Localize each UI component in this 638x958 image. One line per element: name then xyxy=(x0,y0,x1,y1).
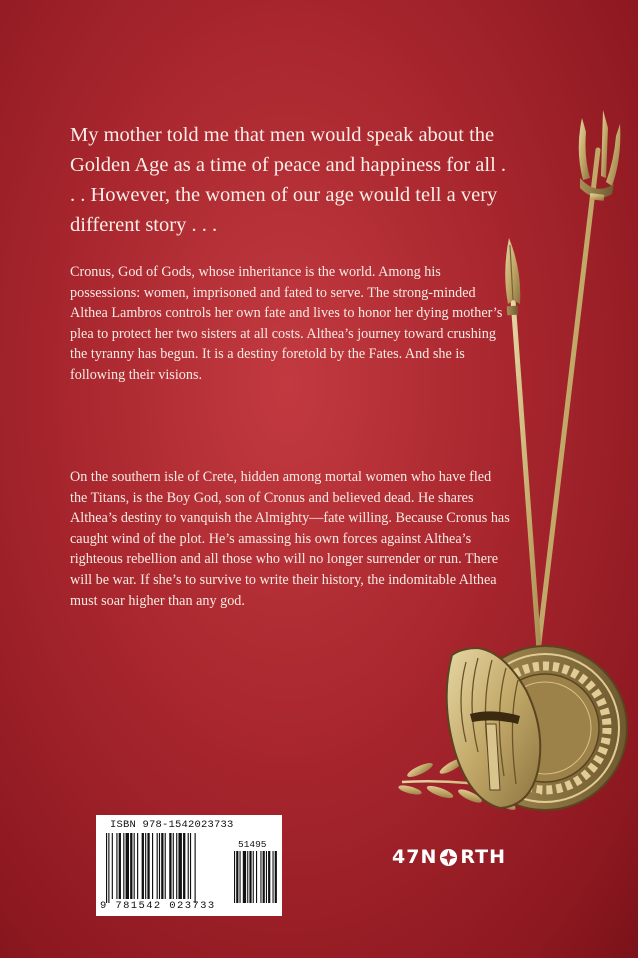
price-code: 51495 xyxy=(238,839,267,850)
blurb-paragraph-2: On the southern isle of Crete, hidden among mortal women who have fled the Titans, is the Boy God, son of Cronus and believed dead. He shares Althea’s destiny to vanquish the Almighty—fate willing. Because Cronus has caught wind of the plot. He’s amassing his own forces against Althea’s righteous rebellion and all those who will no longer surrender or run. There will be war. If she’s to survive to write their history, the indomitable Althea must soar higher than any god. xyxy=(70,469,510,609)
isbn-barcode xyxy=(96,815,282,916)
publisher-logo-right: RTH xyxy=(460,846,506,868)
blurb-paragraph-1: Cronus, God of Gods, whose inheritance is the world. Among his possessions: women, imprisoned and fated to serve. The strong-minded Althea Lambros controls her own fate and lives to honor her dying mother’s plea to protect her two sisters at all costs. Althea’s journey toward crushing the tyranny has begun. It is a destiny foretold by the Fates. And she is following their visions. xyxy=(70,264,503,383)
pull-quote: My mother told me that men would speak about the Golden Age as a time of peace and happiness for all . . . However, the women of our age would tell a very different story . . . xyxy=(70,124,507,236)
isbn-label: ISBN 978-1542023733 xyxy=(110,819,234,831)
publisher-logo-left: 47N xyxy=(392,846,438,868)
publisher-logo xyxy=(392,846,506,868)
barcode-digits: 9 781542 023733 xyxy=(100,900,216,912)
compass-icon xyxy=(439,848,458,867)
